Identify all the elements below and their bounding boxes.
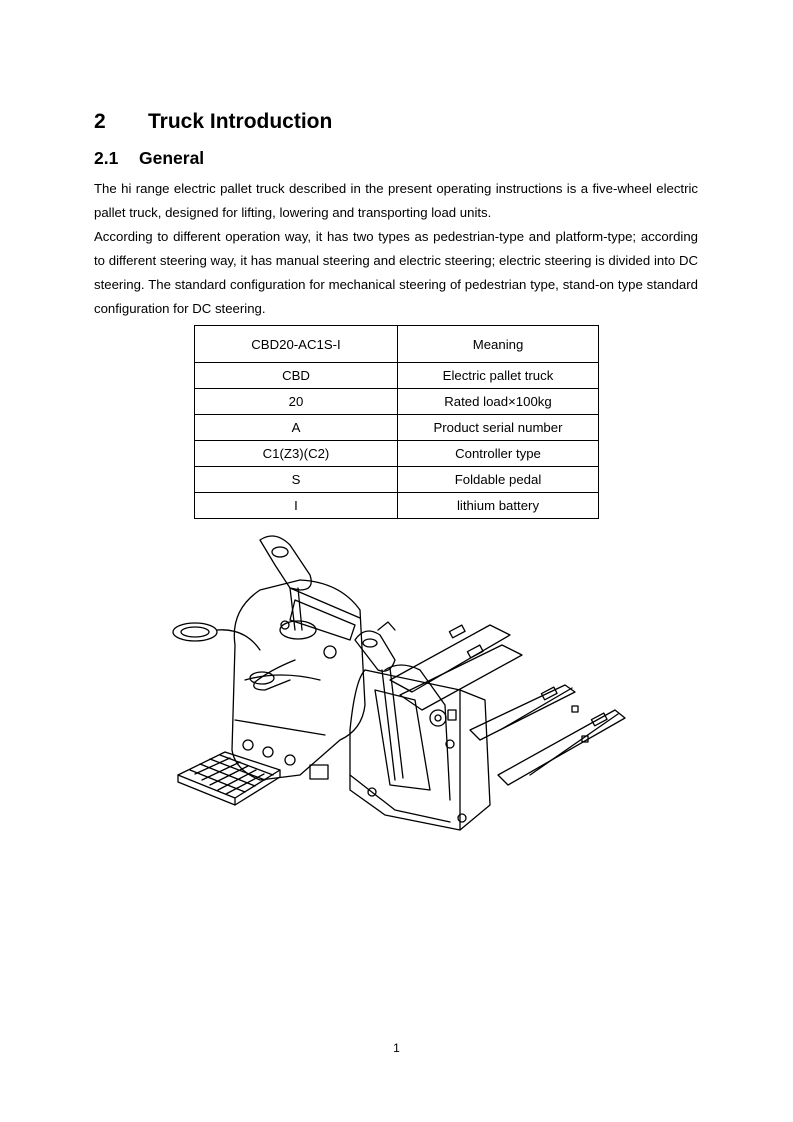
front-truck-body xyxy=(350,665,490,830)
table-row xyxy=(195,389,599,415)
side-control-arm xyxy=(173,623,260,650)
table-cell: lithium battery xyxy=(398,493,599,519)
table-header-cell: CBD20-AC1S-I xyxy=(195,326,398,363)
paragraph: According to different operation way, it has two types as pedestrian-type and platform-type; according to different steering way, it has manual steering and electric steering; electric steering is divided into DC steering. The standard configuration for mechanical steering of pedestrian type, stand-on type standard configuration for DC steering. xyxy=(94,229,698,316)
table-row xyxy=(195,493,599,519)
model-code-table xyxy=(194,325,599,519)
table-cell: Electric pallet truck xyxy=(398,363,599,389)
rear-truck-tiller xyxy=(250,536,311,690)
table-cell: I xyxy=(195,493,398,519)
subsection-number: 2.1 xyxy=(94,148,119,168)
table-cell: A xyxy=(195,415,398,441)
table-cell: Product serial number xyxy=(398,415,599,441)
body-text xyxy=(94,177,698,321)
subsection-title: General xyxy=(139,148,205,168)
table-cell: C1(Z3)(C2) xyxy=(195,441,398,467)
table-cell: Foldable pedal xyxy=(398,467,599,493)
table-cell: Controller type xyxy=(398,441,599,467)
table-row xyxy=(195,415,599,441)
section-number: 2 xyxy=(94,110,106,133)
front-truck-forks xyxy=(470,685,625,785)
section-heading xyxy=(94,110,332,134)
table-header-row xyxy=(195,326,599,363)
table-row xyxy=(195,467,599,493)
table-cell: S xyxy=(195,467,398,493)
table-header-cell: Meaning xyxy=(398,326,599,363)
rear-truck-body xyxy=(232,580,365,780)
rear-truck-forks xyxy=(390,625,522,710)
section-title: Truck Introduction xyxy=(148,110,333,133)
table-cell: 20 xyxy=(195,389,398,415)
table-cell: CBD xyxy=(195,363,398,389)
table-row xyxy=(195,441,599,467)
foldable-pedal-platform xyxy=(178,752,280,805)
paragraph: The hi range electric pallet truck described in the present operating instructions is a five-wheel electric pallet truck, designed for lifting, lowering and transporting load units. xyxy=(94,181,698,220)
pallet-truck-illustration xyxy=(150,530,640,860)
page-number: 1 xyxy=(393,1041,400,1055)
subsection-heading xyxy=(94,148,204,169)
table-row xyxy=(195,363,599,389)
table-cell: Rated load×100kg xyxy=(398,389,599,415)
